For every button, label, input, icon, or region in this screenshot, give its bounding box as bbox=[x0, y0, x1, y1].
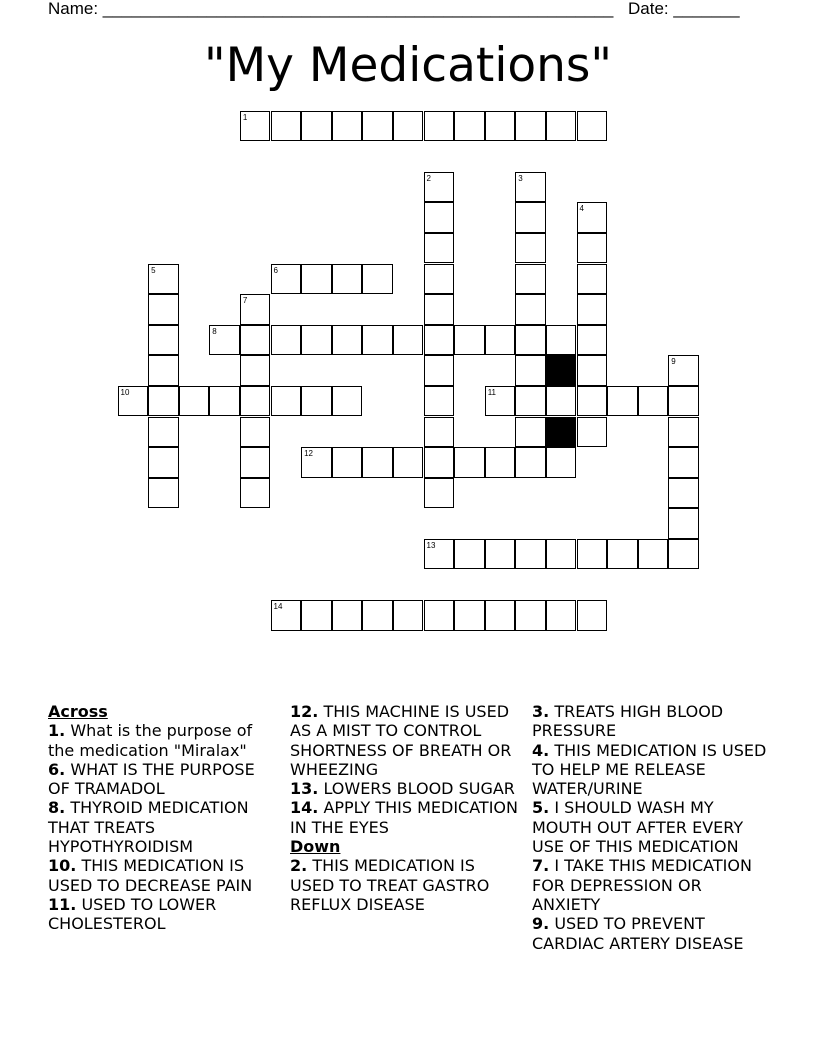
grid-cell[interactable] bbox=[240, 111, 271, 142]
clue-label-number: 3. bbox=[532, 702, 550, 721]
grid-cell[interactable] bbox=[485, 386, 516, 417]
grid-cell[interactable] bbox=[577, 539, 608, 570]
grid-cell[interactable] bbox=[424, 264, 455, 295]
grid-cell[interactable] bbox=[515, 355, 546, 386]
date-field[interactable]: Date: _______ bbox=[628, 0, 740, 18]
clue-number: 14 bbox=[273, 602, 283, 612]
clue-text: THIS MEDICATION IS USED TO TREAT GASTRO REFLUX DISEASE bbox=[290, 856, 490, 914]
across-clue bbox=[48, 798, 278, 856]
clue-number: 3 bbox=[518, 173, 523, 183]
grid-cell[interactable] bbox=[668, 386, 699, 417]
grid-cell[interactable] bbox=[515, 447, 546, 478]
grid-cell[interactable] bbox=[301, 447, 332, 478]
grid-cell[interactable] bbox=[668, 417, 699, 448]
down-clue bbox=[532, 798, 772, 856]
grid-cell[interactable] bbox=[332, 386, 363, 417]
clue-text: I TAKE THIS MEDICATION FOR DEPRESSION OR ANXIETY bbox=[532, 856, 752, 914]
clue-number: 6 bbox=[273, 265, 278, 275]
across-heading: Across bbox=[48, 702, 108, 721]
grid-cell[interactable] bbox=[179, 386, 210, 417]
grid-cell[interactable] bbox=[515, 111, 546, 142]
across-clue bbox=[48, 895, 278, 934]
grid-cell[interactable] bbox=[515, 233, 546, 264]
black-square bbox=[546, 417, 577, 448]
clue-text: TREATS HIGH BLOOD PRESSURE bbox=[532, 702, 724, 741]
clue-label-number: 8. bbox=[48, 798, 66, 818]
grid-cell[interactable] bbox=[332, 600, 363, 631]
grid-cell[interactable] bbox=[515, 294, 546, 325]
clue-label-number: 5. bbox=[532, 798, 550, 818]
grid-cell[interactable] bbox=[271, 386, 302, 417]
grid-cell[interactable] bbox=[148, 386, 179, 417]
grid-cell[interactable] bbox=[546, 325, 577, 356]
grid-cell[interactable] bbox=[454, 111, 485, 142]
clue-text: What is the purpose of the medication "Miralax" bbox=[48, 721, 253, 760]
clues-column-1 bbox=[48, 702, 278, 934]
clue-number: 9 bbox=[671, 357, 676, 367]
grid-cell[interactable] bbox=[148, 264, 179, 295]
grid-cell[interactable] bbox=[240, 417, 271, 448]
grid-cell[interactable] bbox=[362, 264, 393, 295]
clue-label-number: 12. bbox=[290, 702, 319, 721]
across-clue bbox=[48, 760, 278, 799]
grid-cell[interactable] bbox=[515, 417, 546, 448]
clue-number: 7 bbox=[242, 296, 248, 306]
grid-cell[interactable] bbox=[515, 202, 546, 233]
clue-label-number: 14. bbox=[290, 798, 319, 818]
grid-cell[interactable] bbox=[668, 447, 699, 478]
grid-cell[interactable] bbox=[271, 264, 302, 295]
down-clue bbox=[290, 856, 520, 914]
grid-cell[interactable] bbox=[668, 355, 699, 386]
grid-cell[interactable] bbox=[607, 386, 638, 417]
grid-cell[interactable] bbox=[393, 447, 424, 478]
grid-cell[interactable] bbox=[332, 325, 363, 356]
clue-text: THIS MEDICATION IS USED TO HELP ME RELEASE WATER/URINE bbox=[532, 740, 767, 799]
clue-text: THYROID MEDICATION THAT TREATS HYPOTHYROIDISM bbox=[48, 798, 249, 857]
down-clue bbox=[532, 741, 772, 799]
clue-number: 11 bbox=[487, 387, 496, 397]
grid-cell[interactable] bbox=[454, 447, 485, 478]
grid-cell[interactable] bbox=[362, 600, 393, 631]
grid-cell[interactable] bbox=[485, 539, 516, 570]
grid-cell[interactable] bbox=[485, 600, 516, 631]
grid-cell[interactable] bbox=[240, 478, 271, 509]
grid-cell[interactable] bbox=[577, 111, 608, 142]
grid-cell[interactable] bbox=[301, 264, 332, 295]
grid-cell[interactable] bbox=[240, 325, 271, 356]
grid-cell[interactable] bbox=[577, 202, 608, 233]
grid-cell[interactable] bbox=[515, 264, 546, 295]
grid-cell[interactable] bbox=[362, 325, 393, 356]
grid-cell[interactable] bbox=[638, 386, 669, 417]
grid-cell[interactable] bbox=[271, 600, 302, 631]
grid-cell[interactable] bbox=[424, 600, 455, 631]
grid-cell[interactable] bbox=[424, 447, 455, 478]
grid-cell[interactable] bbox=[577, 600, 608, 631]
across-clue bbox=[48, 721, 278, 760]
across-clue bbox=[48, 856, 278, 895]
across-clue bbox=[290, 798, 520, 837]
grid-cell[interactable] bbox=[515, 600, 546, 631]
grid-cell[interactable] bbox=[424, 233, 455, 264]
clue-label-number: 6. bbox=[48, 759, 66, 779]
clue-label-number: 9. bbox=[532, 914, 550, 934]
grid-cell[interactable] bbox=[148, 447, 179, 478]
grid-cell[interactable] bbox=[209, 386, 240, 417]
down-clue bbox=[532, 702, 772, 741]
clue-text: THIS MACHINE IS USED AS A MIST TO CONTROL SHORTNESS OF BREATH OR WHEEZING bbox=[290, 702, 512, 779]
clue-label-number: 13. bbox=[290, 779, 319, 799]
name-field[interactable]: Name: ______________________________________________________ bbox=[48, 0, 614, 18]
clue-label-number: 1. bbox=[48, 721, 66, 741]
grid-cell[interactable] bbox=[240, 294, 271, 325]
grid-cell[interactable] bbox=[301, 325, 332, 356]
grid-cell[interactable] bbox=[454, 325, 485, 356]
grid-cell[interactable] bbox=[546, 447, 577, 478]
grid-cell[interactable] bbox=[424, 294, 455, 325]
grid-cell[interactable] bbox=[424, 325, 455, 356]
grid-cell[interactable] bbox=[424, 417, 455, 448]
grid-cell[interactable] bbox=[332, 264, 363, 295]
grid-cell[interactable] bbox=[148, 325, 179, 356]
grid-cell[interactable] bbox=[240, 355, 271, 386]
grid-cell[interactable] bbox=[301, 111, 332, 142]
clue-number: 8 bbox=[212, 326, 217, 336]
grid-cell[interactable] bbox=[515, 325, 546, 356]
clue-number: 2 bbox=[426, 173, 431, 183]
grid-cell[interactable] bbox=[148, 417, 179, 448]
grid-cell[interactable] bbox=[485, 447, 516, 478]
grid-cell[interactable] bbox=[148, 355, 179, 386]
down-clue bbox=[532, 856, 772, 914]
grid-cell[interactable] bbox=[209, 325, 240, 356]
grid-cell[interactable] bbox=[301, 386, 332, 417]
grid-cell[interactable] bbox=[577, 325, 608, 356]
grid-cell[interactable] bbox=[332, 447, 363, 478]
grid-cell[interactable] bbox=[118, 386, 149, 417]
clue-label-number: 11. bbox=[48, 894, 77, 914]
clues-column-3 bbox=[532, 702, 772, 953]
black-square bbox=[546, 355, 577, 386]
grid-cell[interactable] bbox=[546, 539, 577, 570]
clue-label-number: 10. bbox=[48, 856, 77, 876]
grid-cell[interactable] bbox=[485, 325, 516, 356]
grid-cell[interactable] bbox=[577, 264, 608, 295]
grid-cell[interactable] bbox=[424, 111, 455, 142]
grid-cell[interactable] bbox=[454, 539, 485, 570]
grid-cell[interactable] bbox=[546, 386, 577, 417]
grid-cell[interactable] bbox=[240, 447, 271, 478]
clue-text: APPLY THIS MEDICATION IN THE EYES bbox=[290, 798, 518, 837]
across-clue bbox=[290, 702, 520, 779]
clues-column-2 bbox=[290, 702, 520, 914]
clue-label-number: 2. bbox=[290, 856, 308, 876]
grid-cell[interactable] bbox=[271, 325, 302, 356]
grid-cell[interactable] bbox=[424, 172, 455, 203]
grid-cell[interactable] bbox=[424, 202, 455, 233]
grid-cell[interactable] bbox=[515, 386, 546, 417]
grid-cell[interactable] bbox=[668, 539, 699, 570]
grid-cell[interactable] bbox=[424, 478, 455, 509]
grid-cell[interactable] bbox=[485, 111, 516, 142]
grid-cell[interactable] bbox=[271, 111, 302, 142]
grid-cell[interactable] bbox=[668, 508, 699, 539]
grid-cell[interactable] bbox=[546, 600, 577, 631]
grid-cell[interactable] bbox=[577, 355, 608, 386]
grid-cell[interactable] bbox=[638, 539, 669, 570]
grid-cell[interactable] bbox=[607, 539, 638, 570]
grid-cell[interactable] bbox=[454, 600, 485, 631]
grid-cell[interactable] bbox=[148, 294, 179, 325]
grid-cell[interactable] bbox=[393, 111, 424, 142]
clue-number: 10 bbox=[120, 387, 130, 397]
grid-cell[interactable] bbox=[424, 355, 455, 386]
page-title: "My Medications" bbox=[203, 38, 613, 93]
clue-number: 1 bbox=[242, 112, 248, 122]
grid-cell[interactable] bbox=[577, 386, 608, 417]
grid-cell[interactable] bbox=[546, 111, 577, 142]
clue-number: 5 bbox=[151, 265, 156, 275]
clue-text: THIS MEDICATION IS USED TO DECREASE PAIN bbox=[48, 856, 253, 895]
clue-number: 4 bbox=[579, 204, 584, 214]
clue-text: I SHOULD WASH MY MOUTH OUT AFTER EVERY USE OF THIS MEDICATION bbox=[532, 798, 744, 857]
grid-cell[interactable] bbox=[148, 478, 179, 509]
clue-number: 12 bbox=[304, 449, 313, 459]
grid-cell[interactable] bbox=[393, 600, 424, 631]
across-clue bbox=[290, 779, 520, 798]
grid-cell[interactable] bbox=[393, 325, 424, 356]
down-clue bbox=[532, 914, 772, 953]
grid-cell[interactable] bbox=[515, 172, 546, 203]
grid-cell[interactable] bbox=[577, 233, 608, 264]
grid-cell[interactable] bbox=[577, 294, 608, 325]
grid-cell[interactable] bbox=[362, 447, 393, 478]
clue-text: USED TO LOWER CHOLESTEROL bbox=[48, 894, 217, 934]
grid-cell[interactable] bbox=[240, 386, 271, 417]
clue-label-number: 4. bbox=[532, 740, 550, 760]
down-heading: Down bbox=[290, 837, 341, 857]
grid-cell[interactable] bbox=[424, 539, 455, 570]
grid-cell[interactable] bbox=[362, 111, 393, 142]
grid-cell[interactable] bbox=[332, 111, 363, 142]
clue-number: 13 bbox=[426, 540, 436, 550]
grid-cell[interactable] bbox=[577, 417, 608, 448]
clue-text: WHAT IS THE PURPOSE OF TRAMADOL bbox=[48, 759, 255, 799]
grid-cell[interactable] bbox=[668, 478, 699, 509]
grid-cell[interactable] bbox=[515, 539, 546, 570]
grid-cell[interactable] bbox=[424, 386, 455, 417]
grid-cell[interactable] bbox=[301, 600, 332, 631]
clue-text: USED TO PREVENT CARDIAC ARTERY DISEASE bbox=[532, 914, 744, 953]
clue-text: LOWERS BLOOD SUGAR bbox=[323, 779, 515, 799]
clue-label-number: 7. bbox=[532, 856, 550, 876]
